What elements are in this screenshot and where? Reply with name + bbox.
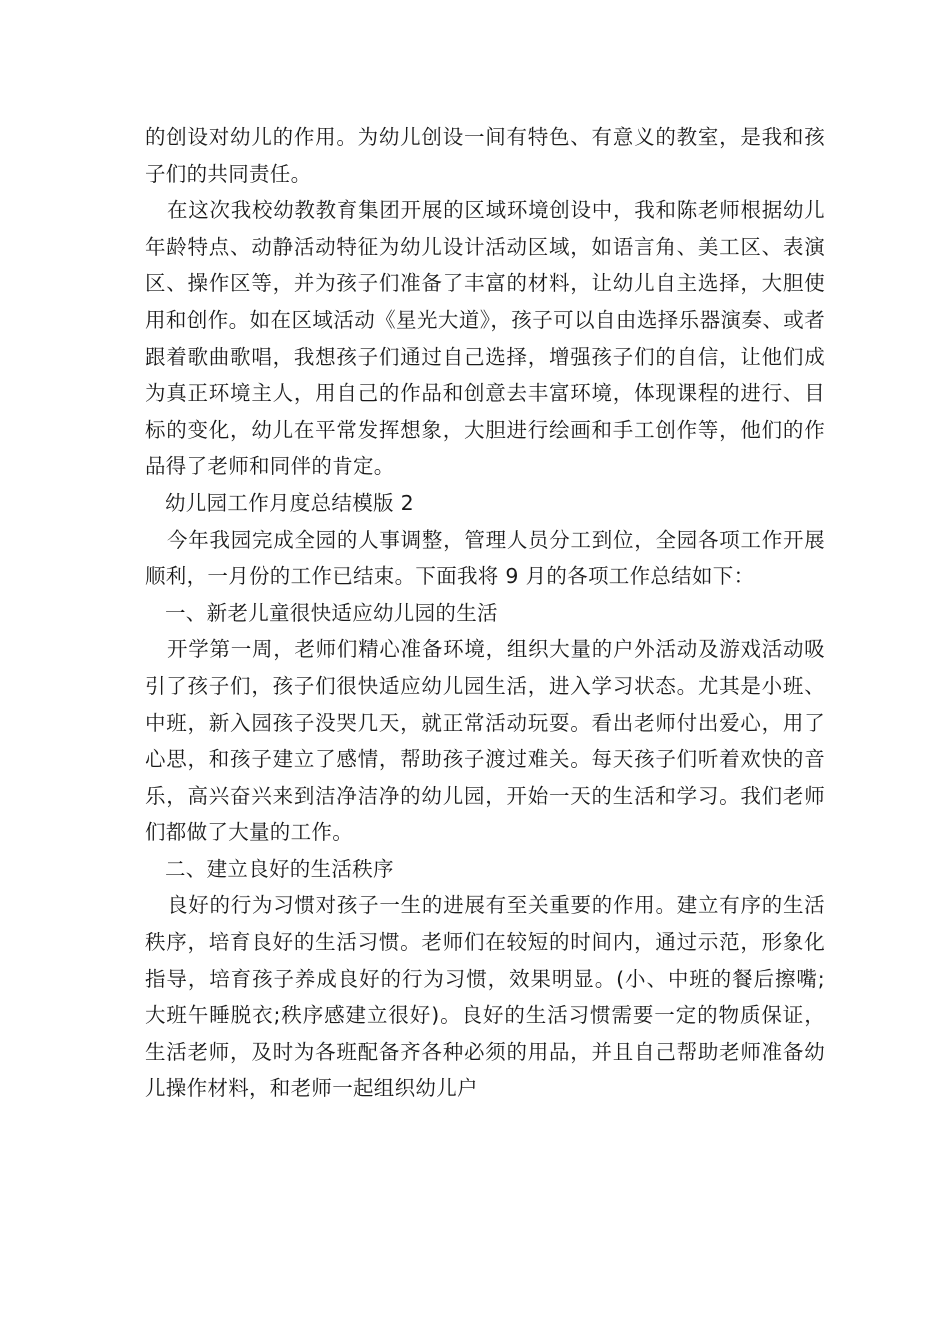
document-body bbox=[145, 119, 825, 1107]
heading-routine: 二、建立良好的生活秩序 bbox=[165, 856, 394, 881]
paragraph-intro: 今年我园完成全园的人事调整，管理人员分工到位，全园各项工作开展顺利，一月份的工作已结束。下面我将 9 月的各项工作总结如下： bbox=[145, 527, 825, 589]
paragraph-adaptation: 开学第一周，老师们精心准备环境，组织大量的户外活动及游戏活动吸引了孩子们，孩子们很快适应幼儿园生活，进入学习状态。尤其是小班、中班，新入园孩子没哭几天，就正常活动玩耍。看出老师付出爱心，用了心思，和孩子建立了感情，帮助孩子渡过难关。每天孩子们听着欢快的音乐，高兴奋兴来到洁净洁净的幼儿园，开始一天的生活和学习。我们老师们都做了大量的工作。 bbox=[145, 637, 825, 845]
heading-adaptation: 一、新老儿童很快适应幼儿园的生活 bbox=[165, 600, 498, 625]
paragraph-routine: 良好的行为习惯对孩子一生的进展有至关重要的作用。建立有序的生活秩序，培育良好的生活习惯。老师们在较短的时间内，通过示范，形象化指导，培育孩子养成良好的行为习惯，效果明显。(小、中班的餐后擦嘴;大班午睡脱衣;秩序感建立很好)。良好的生活习惯需要一定的物质保证，生活老师，及时为各班配备齐各种必须的用品，并且自己帮助老师准备幼儿操作材料，和老师一起组织幼儿户 bbox=[145, 893, 825, 1101]
paragraph-area-environment: 在这次我校幼教教育集团开展的区域环境创设中，我和陈老师根据幼儿年龄特点、动静活动特征为幼儿设计活动区域，如语言角、美工区、表演区、操作区等，并为孩子们准备了丰富的材料，让幼儿自主选择，大胆使用和创作。如在区域活动《星光大道》，孩子可以自由选择乐器演奏、或者跟着歌曲歌唱，我想孩子们通过自己选择，增强孩子们的自信，让他们成为真正环境主人，用自己的作品和创意去丰富环境，体现课程的进行、目标的变化，幼儿在平常发挥想象，大胆进行绘画和手工创作等，他们的作品得了老师和同伴的肯定。 bbox=[145, 198, 825, 479]
section-title: 幼儿园工作月度总结模版 2 bbox=[165, 490, 414, 515]
paragraph-continuation: 的创设对幼儿的作用。为幼儿创设一间有特色、有意义的教室，是我和孩子们的共同责任。 bbox=[145, 125, 825, 186]
